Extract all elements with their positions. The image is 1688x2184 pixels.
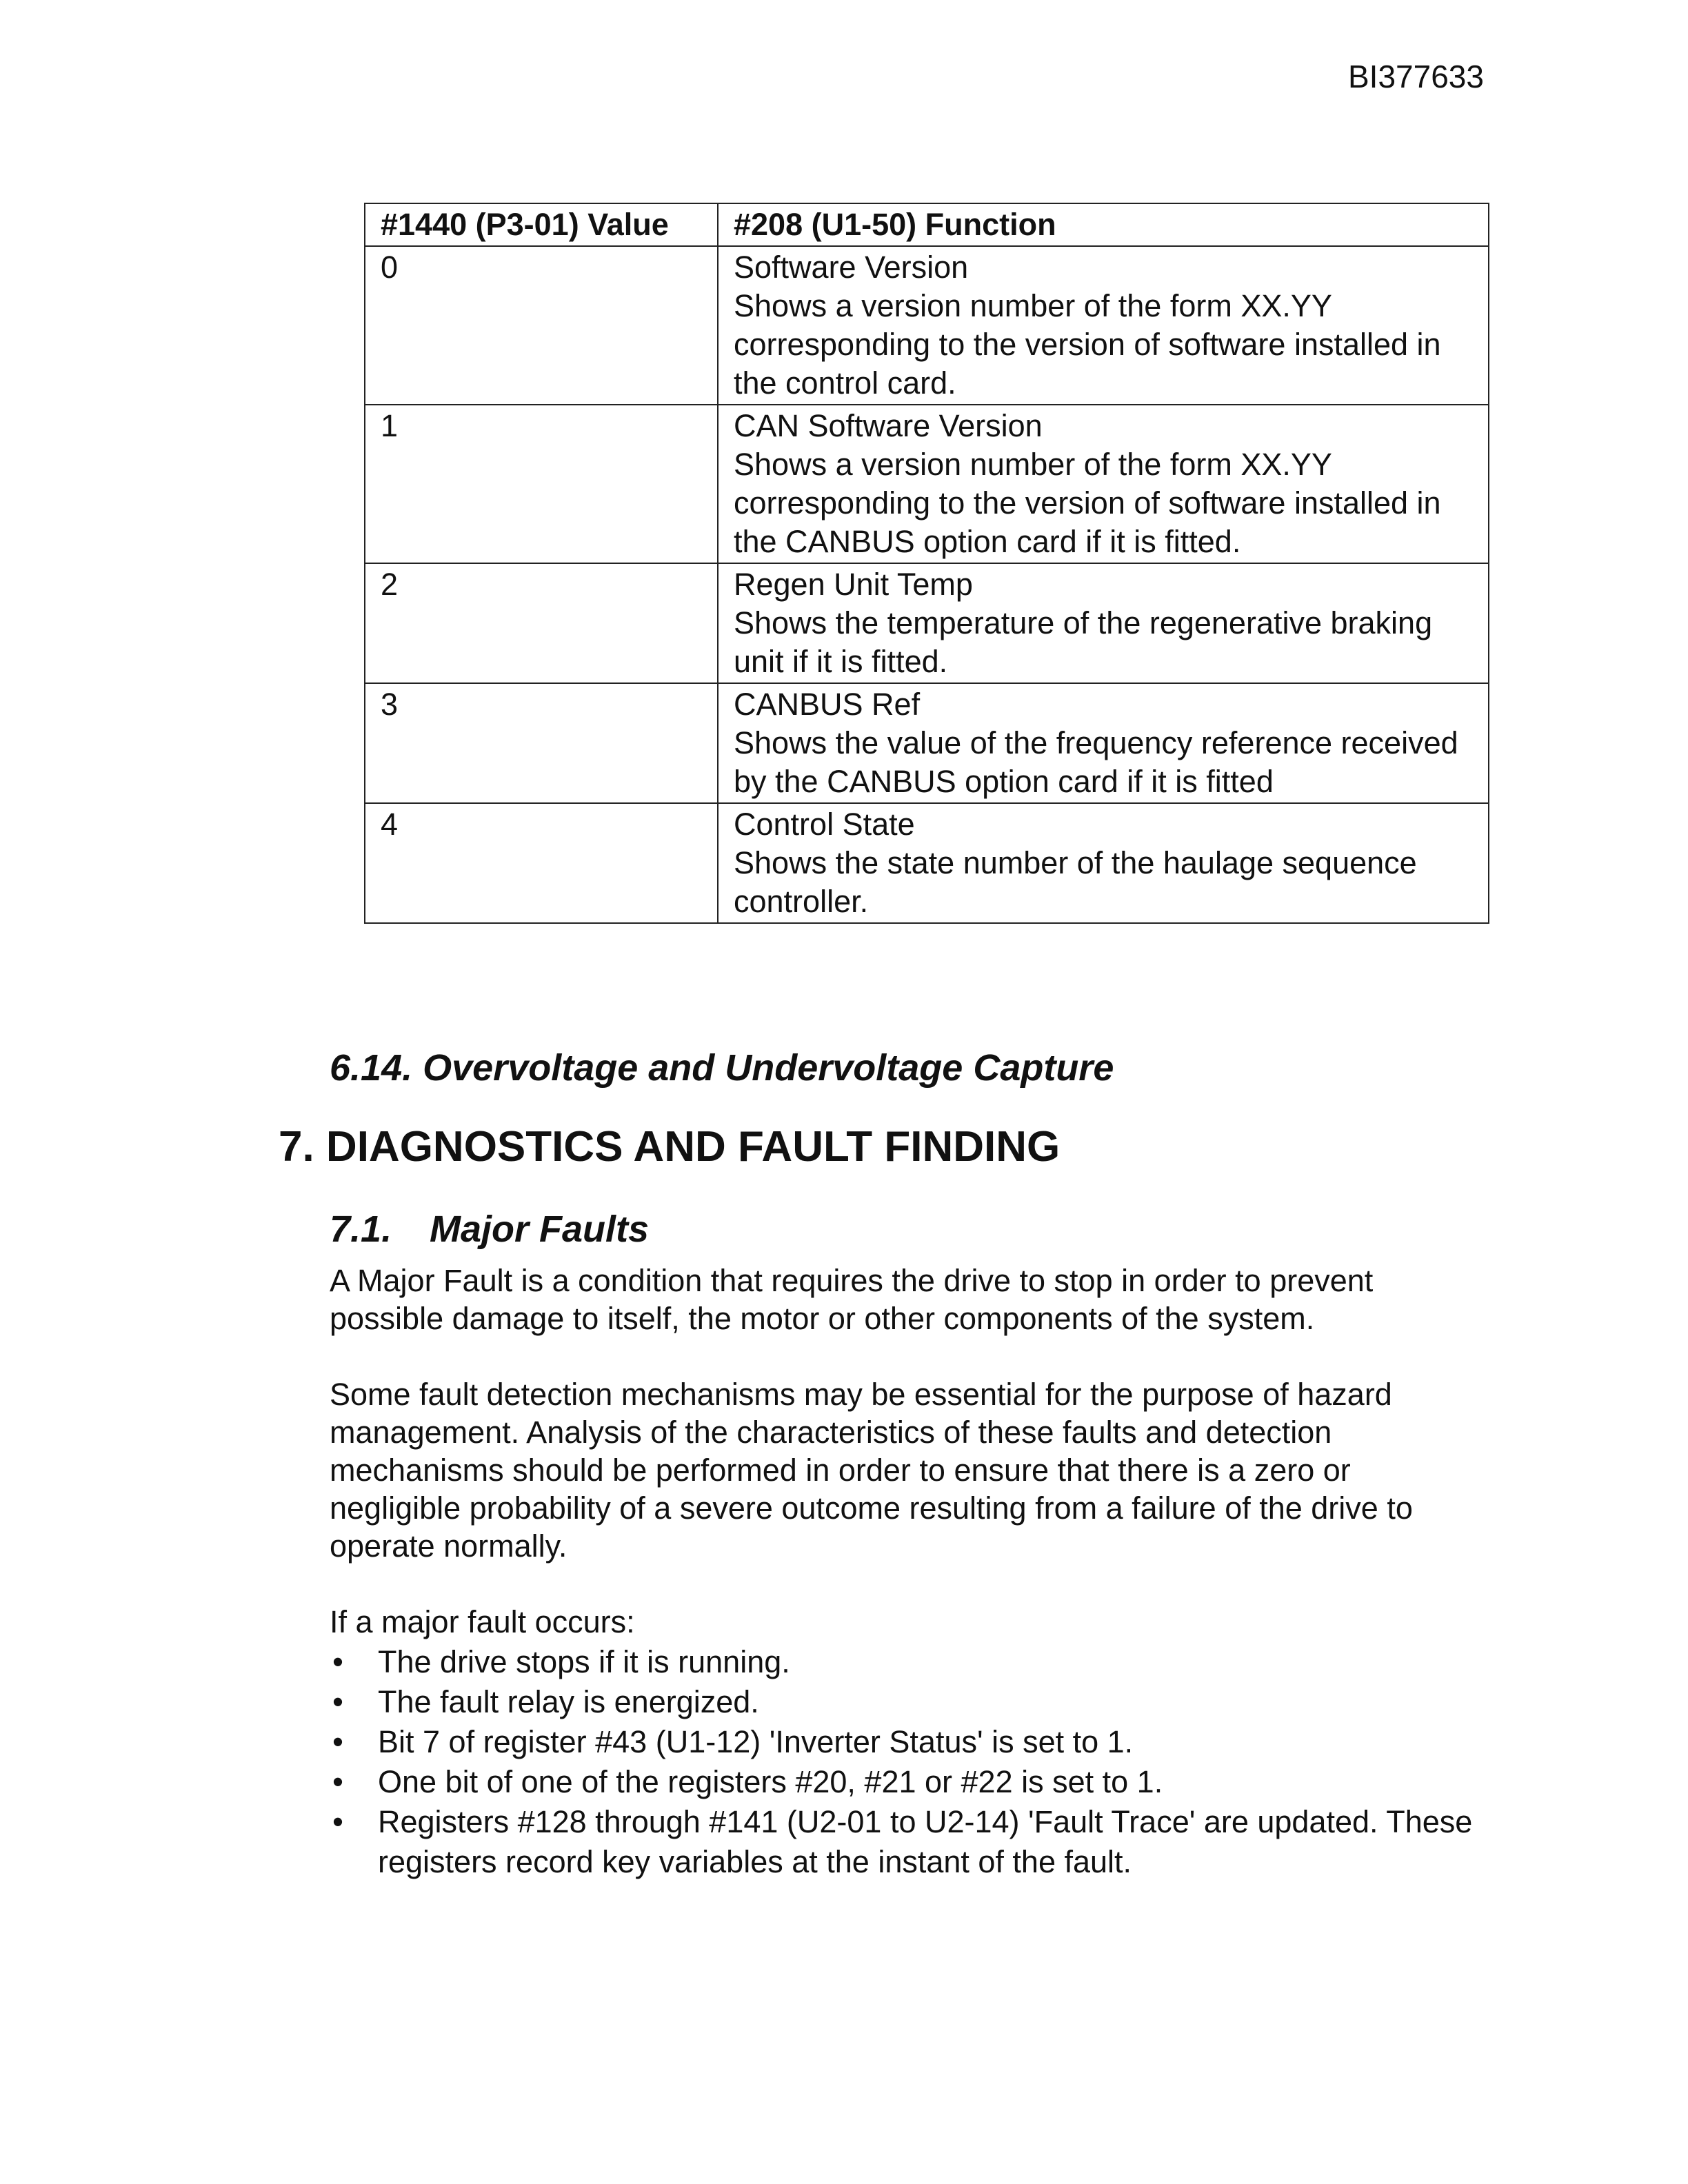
list-item-text: The drive stops if it is running. bbox=[378, 1644, 790, 1679]
column-header-function: #208 (U1-50) Function bbox=[718, 203, 1489, 246]
table-row bbox=[365, 405, 1489, 563]
table-header-row bbox=[365, 203, 1489, 246]
bullet-icon: • bbox=[332, 1804, 343, 1839]
cell-function bbox=[718, 803, 1489, 923]
cell-value: 0 bbox=[365, 246, 718, 405]
list-item-text: Bit 7 of register #43 (U1-12) 'Inverter Status' is set to 1. bbox=[378, 1724, 1134, 1759]
section-heading-7-1 bbox=[330, 1208, 649, 1251]
function-description: Shows the temperature of the regenerative braking unit if it is fitted. bbox=[734, 605, 1433, 679]
list-item-text: Registers #128 through #141 (U2-01 to U2-14) 'Fault Trace' are updated. These registers record key variables at the instant of the fault. bbox=[378, 1804, 1473, 1879]
bullet-icon: • bbox=[332, 1644, 343, 1679]
function-description: Shows the value of the frequency reference received by the CANBUS option card if it is fitted bbox=[734, 725, 1458, 799]
column-header-value: #1440 (P3-01) Value bbox=[365, 203, 718, 246]
function-description: Shows a version number of the form XX.YY corresponding to the version of software installed in the control card. bbox=[734, 288, 1441, 401]
function-description: Shows the state number of the haulage sequence controller. bbox=[734, 845, 1417, 919]
function-description: Shows a version number of the form XX.YY corresponding to the version of software installed in the CANBUS option card if it is fitted. bbox=[734, 447, 1441, 559]
cell-function bbox=[718, 246, 1489, 405]
cell-function bbox=[718, 563, 1489, 683]
function-name: CAN Software Version bbox=[734, 408, 1043, 443]
document-id: BI377633 bbox=[1348, 59, 1484, 94]
cell-value: 1 bbox=[365, 405, 718, 563]
list-item bbox=[330, 1762, 1488, 1802]
paragraph-major-fault-definition: A Major Fault is a condition that requires the drive to stop in order to prevent possible damage to itself, the motor or other components of the system. bbox=[330, 1263, 1374, 1336]
list-item bbox=[330, 1722, 1488, 1762]
cell-function bbox=[718, 405, 1489, 563]
bullet-icon: • bbox=[332, 1764, 343, 1799]
cell-value: 3 bbox=[365, 683, 718, 803]
cell-value: 4 bbox=[365, 803, 718, 923]
bullet-icon: • bbox=[332, 1724, 343, 1759]
function-name: Control State bbox=[734, 807, 915, 842]
paragraph-hazard-management: Some fault detection mechanisms may be essential for the purpose of hazard management. Analysis of the characteristics of these faults and detection mechanisms should be performed in order to ensure that there is a zero or negligible probability of a severe outcome resulting from a failure of the drive to operate normally. bbox=[330, 1377, 1413, 1564]
section-number: 7.1. bbox=[330, 1209, 392, 1250]
register-value-table bbox=[364, 203, 1489, 924]
table-row bbox=[365, 683, 1489, 803]
fault-consequence-list bbox=[330, 1642, 1488, 1882]
section-title: Major Faults bbox=[430, 1209, 650, 1250]
table-row bbox=[365, 563, 1489, 683]
cell-value: 2 bbox=[365, 563, 718, 683]
table-row bbox=[365, 803, 1489, 923]
list-item-text: The fault relay is energized. bbox=[378, 1684, 759, 1719]
list-item bbox=[330, 1642, 1488, 1682]
list-item bbox=[330, 1802, 1488, 1882]
bullet-icon: • bbox=[332, 1684, 343, 1719]
function-name: CANBUS Ref bbox=[734, 687, 921, 722]
list-item-text: One bit of one of the registers #20, #21 or #22 is set to 1. bbox=[378, 1764, 1163, 1799]
function-name: Regen Unit Temp bbox=[734, 567, 973, 602]
section-heading-6-14: 6.14. Overvoltage and Undervoltage Capture bbox=[330, 1047, 1114, 1089]
paragraph-if-major-fault: If a major fault occurs: bbox=[330, 1604, 635, 1639]
cell-function bbox=[718, 683, 1489, 803]
function-name: Software Version bbox=[734, 250, 969, 285]
list-item bbox=[330, 1682, 1488, 1722]
section-heading-7: 7. DIAGNOSTICS AND FAULT FINDING bbox=[279, 1123, 1061, 1171]
table-row bbox=[365, 246, 1489, 405]
